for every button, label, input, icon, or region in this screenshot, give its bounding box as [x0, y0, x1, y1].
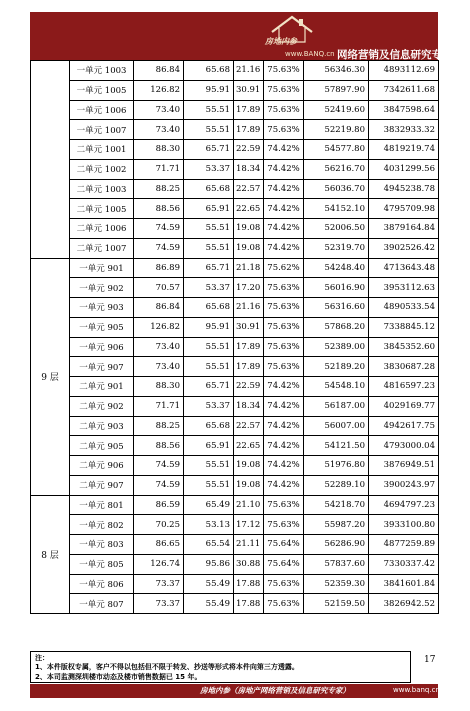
total-price-cell: 4031299.56 — [369, 159, 439, 179]
unit-cell: 一单元 1006 — [70, 100, 134, 120]
inner-area-cell: 65.68 — [184, 298, 234, 318]
inner-area-cell: 55.51 — [184, 100, 234, 120]
shared-area-cell: 21.16 — [234, 298, 264, 318]
shared-area-cell: 21.18 — [234, 258, 264, 278]
unit-price-cell: 52319.70 — [304, 238, 369, 258]
unit-price-cell: 54248.40 — [304, 258, 369, 278]
table-row — [31, 436, 439, 456]
total-price-cell: 3879164.84 — [369, 219, 439, 239]
footer-url: www.banq.cn — [393, 686, 440, 694]
table-row — [31, 258, 439, 278]
shared-area-cell: 21.16 — [234, 61, 264, 81]
inner-area-cell: 65.54 — [184, 535, 234, 555]
inner-area-cell: 65.49 — [184, 495, 234, 515]
total-price-cell: 4942617.75 — [369, 416, 439, 436]
total-price-cell: 7338845.12 — [369, 317, 439, 337]
unit-cell: 一单元 806 — [70, 574, 134, 594]
total-price-cell: 4877259.89 — [369, 535, 439, 555]
unit-price-cell: 56346.30 — [304, 61, 369, 81]
ratio-cell: 74.42% — [264, 475, 304, 495]
table-row — [31, 574, 439, 594]
table-row — [31, 337, 439, 357]
inner-area-cell: 65.68 — [184, 61, 234, 81]
area-cell: 74.59 — [134, 456, 184, 476]
inner-area-cell: 55.49 — [184, 574, 234, 594]
total-price-cell: 3847598.64 — [369, 100, 439, 120]
total-price-cell: 4793000.04 — [369, 436, 439, 456]
area-cell: 88.25 — [134, 179, 184, 199]
table-row — [31, 377, 439, 397]
area-cell: 88.56 — [134, 436, 184, 456]
total-price-cell: 3902526.42 — [369, 238, 439, 258]
inner-area-cell: 65.71 — [184, 140, 234, 160]
notes-box — [30, 651, 411, 683]
table-row — [31, 475, 439, 495]
inner-area-cell: 55.51 — [184, 456, 234, 476]
unit-cell: 一单元 905 — [70, 317, 134, 337]
unit-price-cell: 56316.60 — [304, 298, 369, 318]
notes-label: 注： — [35, 654, 49, 662]
unit-price-cell: 52359.30 — [304, 574, 369, 594]
ratio-cell: 74.42% — [264, 238, 304, 258]
unit-price-cell: 55987.20 — [304, 515, 369, 535]
unit-price-cell: 56216.70 — [304, 159, 369, 179]
ratio-cell: 74.42% — [264, 199, 304, 219]
total-price-cell: 3830687.28 — [369, 357, 439, 377]
table-row — [31, 100, 439, 120]
shared-area-cell: 17.88 — [234, 594, 264, 614]
unit-cell: 二单元 1007 — [70, 238, 134, 258]
brand-name: 房地内参 — [265, 36, 297, 46]
inner-area-cell: 53.37 — [184, 159, 234, 179]
table-row — [31, 219, 439, 239]
inner-area-cell: 95.86 — [184, 554, 234, 574]
area-cell: 88.25 — [134, 416, 184, 436]
unit-price-cell: 57837.60 — [304, 554, 369, 574]
area-cell: 71.71 — [134, 396, 184, 416]
area-cell: 73.40 — [134, 120, 184, 140]
unit-price-cell: 54152.10 — [304, 199, 369, 219]
shared-area-cell: 17.89 — [234, 357, 264, 377]
ratio-cell: 74.42% — [264, 436, 304, 456]
ratio-cell: 75.63% — [264, 495, 304, 515]
total-price-cell: 3832933.32 — [369, 120, 439, 140]
ratio-cell: 75.63% — [264, 298, 304, 318]
total-price-cell: 3841601.84 — [369, 574, 439, 594]
table-row — [31, 594, 439, 614]
note-line-2: 2、本司监测深圳楼市动态及楼市销售数据已 15 年。 — [35, 672, 202, 681]
unit-cell: 二单元 906 — [70, 456, 134, 476]
area-cell: 74.59 — [134, 219, 184, 239]
table-row — [31, 396, 439, 416]
area-cell: 70.25 — [134, 515, 184, 535]
ratio-cell: 75.63% — [264, 574, 304, 594]
table-row — [31, 317, 439, 337]
inner-area-cell: 65.91 — [184, 199, 234, 219]
area-cell: 70.57 — [134, 278, 184, 298]
table-row — [31, 199, 439, 219]
ratio-cell: 75.62% — [264, 258, 304, 278]
table-row — [31, 278, 439, 298]
ratio-cell: 74.42% — [264, 140, 304, 160]
total-price-cell: 7342611.68 — [369, 80, 439, 100]
unit-price-cell: 52419.60 — [304, 100, 369, 120]
unit-cell: 一单元 803 — [70, 535, 134, 555]
shared-area-cell: 21.10 — [234, 495, 264, 515]
unit-cell: 一单元 805 — [70, 554, 134, 574]
total-price-cell: 4893112.69 — [369, 61, 439, 81]
unit-cell: 一单元 807 — [70, 594, 134, 614]
shared-area-cell: 18.34 — [234, 396, 264, 416]
unit-cell: 一单元 801 — [70, 495, 134, 515]
ratio-cell: 75.63% — [264, 357, 304, 377]
inner-area-cell: 65.71 — [184, 258, 234, 278]
shared-area-cell: 17.89 — [234, 100, 264, 120]
unit-cell: 一单元 902 — [70, 278, 134, 298]
shared-area-cell: 22.65 — [234, 436, 264, 456]
floor-cell: 9 层 — [31, 258, 70, 495]
unit-cell: 一单元 802 — [70, 515, 134, 535]
floor-cell: 8 层 — [31, 495, 70, 614]
unit-price-cell: 56187.00 — [304, 396, 369, 416]
total-price-cell: 4819219.74 — [369, 140, 439, 160]
unit-price-cell: 51976.80 — [304, 456, 369, 476]
shared-area-cell: 22.57 — [234, 416, 264, 436]
inner-area-cell: 55.51 — [184, 120, 234, 140]
table-row — [31, 120, 439, 140]
ratio-cell: 74.42% — [264, 159, 304, 179]
table-row — [31, 416, 439, 436]
area-cell: 74.59 — [134, 475, 184, 495]
ratio-cell: 74.42% — [264, 416, 304, 436]
ratio-cell: 75.64% — [264, 535, 304, 555]
total-price-cell: 7330337.42 — [369, 554, 439, 574]
shared-area-cell: 30.91 — [234, 80, 264, 100]
footer-bar — [30, 684, 438, 698]
header-title: 网络营销及信息研究专家 — [337, 49, 453, 61]
total-price-cell: 3953112.63 — [369, 278, 439, 298]
area-cell: 88.56 — [134, 199, 184, 219]
ratio-cell: 74.42% — [264, 377, 304, 397]
price-table — [30, 60, 439, 614]
table-row — [31, 238, 439, 258]
unit-price-cell: 52219.80 — [304, 120, 369, 140]
floor-cell — [31, 61, 70, 259]
unit-price-cell: 52289.10 — [304, 475, 369, 495]
unit-cell: 二单元 1005 — [70, 199, 134, 219]
total-price-cell: 3826942.52 — [369, 594, 439, 614]
shared-area-cell: 17.89 — [234, 120, 264, 140]
inner-area-cell: 53.13 — [184, 515, 234, 535]
inner-area-cell: 65.71 — [184, 377, 234, 397]
table-row — [31, 357, 439, 377]
brand-site: www.BANQ.cn — [285, 50, 335, 58]
ratio-cell: 75.63% — [264, 80, 304, 100]
total-price-cell: 3900243.97 — [369, 475, 439, 495]
unit-price-cell: 52189.20 — [304, 357, 369, 377]
inner-area-cell: 95.91 — [184, 317, 234, 337]
shared-area-cell: 17.12 — [234, 515, 264, 535]
unit-cell: 二单元 901 — [70, 377, 134, 397]
ratio-cell: 75.63% — [264, 61, 304, 81]
shared-area-cell: 30.91 — [234, 317, 264, 337]
area-cell: 126.82 — [134, 317, 184, 337]
total-price-cell: 4795709.98 — [369, 199, 439, 219]
total-price-cell: 4816597.23 — [369, 377, 439, 397]
unit-price-cell: 52006.50 — [304, 219, 369, 239]
ratio-cell: 75.64% — [264, 554, 304, 574]
area-cell: 73.37 — [134, 594, 184, 614]
unit-price-cell: 57897.90 — [304, 80, 369, 100]
unit-cell: 一单元 903 — [70, 298, 134, 318]
shared-area-cell: 30.88 — [234, 554, 264, 574]
table-row — [31, 61, 439, 81]
total-price-cell: 4694797.23 — [369, 495, 439, 515]
inner-area-cell: 53.37 — [184, 278, 234, 298]
unit-cell: 二单元 902 — [70, 396, 134, 416]
inner-area-cell: 55.49 — [184, 594, 234, 614]
unit-price-cell: 57868.20 — [304, 317, 369, 337]
inner-area-cell: 53.37 — [184, 396, 234, 416]
note-line-1: 1、本件版权专属，客户不得以包括但不限于转发、抄送等形式将本件向第三方透露。 — [35, 663, 299, 672]
ratio-cell: 75.63% — [264, 515, 304, 535]
inner-area-cell: 65.68 — [184, 416, 234, 436]
ratio-cell: 75.63% — [264, 337, 304, 357]
shared-area-cell: 22.65 — [234, 199, 264, 219]
total-price-cell: 4713643.48 — [369, 258, 439, 278]
ratio-cell: 75.63% — [264, 278, 304, 298]
unit-price-cell: 54548.10 — [304, 377, 369, 397]
unit-price-cell: 56036.70 — [304, 179, 369, 199]
shared-area-cell: 17.88 — [234, 574, 264, 594]
table-row — [31, 535, 439, 555]
area-cell: 73.37 — [134, 574, 184, 594]
ratio-cell: 74.42% — [264, 219, 304, 239]
total-price-cell: 3876949.51 — [369, 456, 439, 476]
area-cell: 73.40 — [134, 357, 184, 377]
inner-area-cell: 55.51 — [184, 475, 234, 495]
shared-area-cell: 22.59 — [234, 377, 264, 397]
unit-cell: 二单元 1001 — [70, 140, 134, 160]
area-cell: 86.84 — [134, 298, 184, 318]
inner-area-cell: 55.51 — [184, 337, 234, 357]
shared-area-cell: 19.08 — [234, 475, 264, 495]
unit-price-cell: 54121.50 — [304, 436, 369, 456]
shared-area-cell: 17.20 — [234, 278, 264, 298]
area-cell: 73.40 — [134, 337, 184, 357]
total-price-cell: 4029169.77 — [369, 396, 439, 416]
unit-cell: 一单元 1003 — [70, 61, 134, 81]
area-cell: 71.71 — [134, 159, 184, 179]
shared-area-cell: 17.89 — [234, 337, 264, 357]
unit-price-cell: 54218.70 — [304, 495, 369, 515]
inner-area-cell: 55.51 — [184, 238, 234, 258]
ratio-cell: 74.42% — [264, 179, 304, 199]
inner-area-cell: 55.51 — [184, 357, 234, 377]
unit-cell: 一单元 907 — [70, 357, 134, 377]
inner-area-cell: 65.68 — [184, 179, 234, 199]
footer-text: 房地内参（房地产网络营销及信息研究专家） — [200, 686, 350, 695]
table-row — [31, 298, 439, 318]
page-number: 17 — [424, 655, 436, 665]
area-cell: 74.59 — [134, 238, 184, 258]
inner-area-cell: 55.51 — [184, 219, 234, 239]
table-row — [31, 515, 439, 535]
area-cell: 126.74 — [134, 554, 184, 574]
unit-cell: 一单元 901 — [70, 258, 134, 278]
unit-cell: 二单元 907 — [70, 475, 134, 495]
table-row — [31, 495, 439, 515]
unit-cell: 一单元 1007 — [70, 120, 134, 140]
unit-price-cell: 56286.90 — [304, 535, 369, 555]
area-cell: 88.30 — [134, 140, 184, 160]
ratio-cell: 75.63% — [264, 594, 304, 614]
shared-area-cell: 22.57 — [234, 179, 264, 199]
unit-price-cell: 56016.90 — [304, 278, 369, 298]
ratio-cell: 74.42% — [264, 456, 304, 476]
ratio-cell: 75.63% — [264, 317, 304, 337]
unit-cell: 二单元 1006 — [70, 219, 134, 239]
unit-cell: 二单元 905 — [70, 436, 134, 456]
table-row — [31, 456, 439, 476]
shared-area-cell: 21.11 — [234, 535, 264, 555]
ratio-cell: 75.63% — [264, 100, 304, 120]
area-cell: 126.82 — [134, 80, 184, 100]
unit-cell: 二单元 903 — [70, 416, 134, 436]
inner-area-cell: 95.91 — [184, 80, 234, 100]
inner-area-cell: 65.91 — [184, 436, 234, 456]
ratio-cell: 74.42% — [264, 396, 304, 416]
table-row — [31, 80, 439, 100]
total-price-cell: 4890533.54 — [369, 298, 439, 318]
shared-area-cell: 19.08 — [234, 219, 264, 239]
unit-price-cell: 52389.00 — [304, 337, 369, 357]
ratio-cell: 75.63% — [264, 120, 304, 140]
area-cell: 86.59 — [134, 495, 184, 515]
table-row — [31, 140, 439, 160]
header-banner — [30, 12, 453, 61]
area-cell: 86.89 — [134, 258, 184, 278]
table-row — [31, 179, 439, 199]
shared-area-cell: 19.08 — [234, 238, 264, 258]
area-cell: 88.30 — [134, 377, 184, 397]
shared-area-cell: 22.59 — [234, 140, 264, 160]
table-row — [31, 554, 439, 574]
total-price-cell: 4945238.78 — [369, 179, 439, 199]
unit-price-cell: 52159.50 — [304, 594, 369, 614]
shared-area-cell: 19.08 — [234, 456, 264, 476]
unit-price-cell: 54577.80 — [304, 140, 369, 160]
area-cell: 73.40 — [134, 100, 184, 120]
area-cell: 86.84 — [134, 61, 184, 81]
unit-cell: 一单元 1005 — [70, 80, 134, 100]
table-row — [31, 159, 439, 179]
unit-cell: 二单元 1003 — [70, 179, 134, 199]
unit-price-cell: 56007.00 — [304, 416, 369, 436]
total-price-cell: 3845352.60 — [369, 337, 439, 357]
total-price-cell: 3933100.80 — [369, 515, 439, 535]
unit-cell: 一单元 906 — [70, 337, 134, 357]
area-cell: 86.65 — [134, 535, 184, 555]
unit-cell: 二单元 1002 — [70, 159, 134, 179]
shared-area-cell: 18.34 — [234, 159, 264, 179]
